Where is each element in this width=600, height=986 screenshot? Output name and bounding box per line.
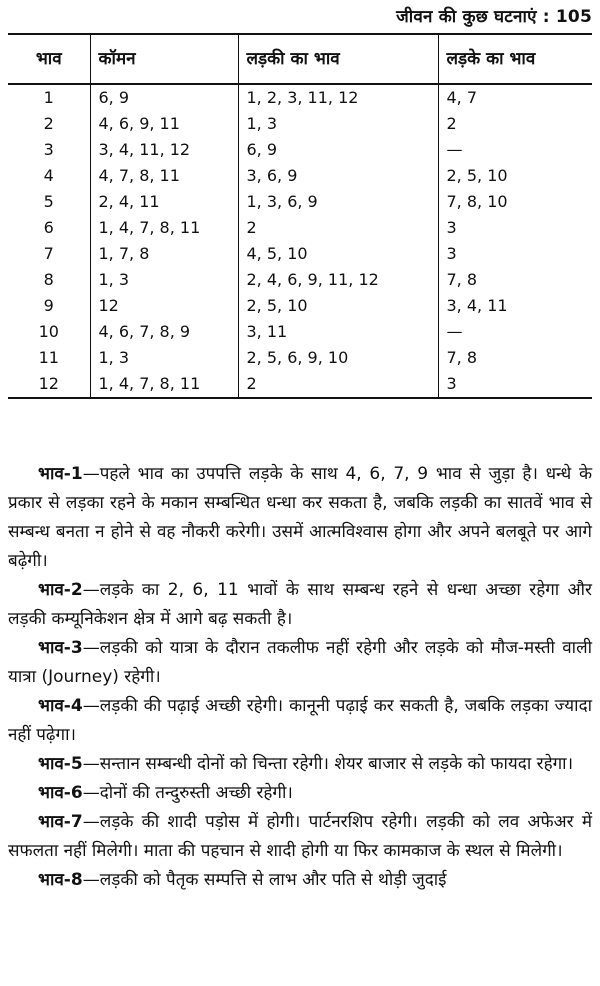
paragraph-label: भाव-6: [38, 783, 83, 803]
paragraph: [8, 779, 592, 808]
paragraph-text: —लड़की को यात्रा के दौरान तकलीफ नहीं रहेगी और लड़के को मौज-मस्ती वाली यात्रा (Journey) रहेगी।: [8, 638, 592, 687]
cell-common: 4, 6, 9, 11: [90, 111, 238, 137]
header-boy-bhav: लड़के का भाव: [438, 35, 592, 84]
cell-boy-bhav: 7, 8: [446, 270, 478, 289]
table-row: [8, 371, 592, 398]
cell-girl-bhav: 3, 6, 9: [238, 163, 438, 189]
cell-common: 1, 4, 7, 8, 11: [90, 215, 238, 241]
cell-common: 1, 3: [90, 345, 238, 371]
table-row: [8, 293, 592, 319]
paragraph-label: भाव-3: [38, 638, 83, 658]
table-row: [8, 267, 592, 293]
cell-boy-bhav: 2: [446, 114, 457, 133]
paragraph-text: —दोनों की तन्दुरुस्ती अच्छी रहेगी।: [82, 783, 293, 803]
table-row: [8, 241, 592, 267]
cell-bhav: 1: [8, 84, 90, 111]
table-row: [8, 84, 592, 111]
cell-girl-bhav: 1, 3: [238, 111, 438, 137]
paragraph-label: भाव-5: [38, 754, 83, 774]
cell-bhav: 11: [8, 345, 90, 371]
paragraph-label: भाव-2: [38, 580, 83, 600]
table-row: [8, 163, 592, 189]
paragraph-text: —पहले भाव का उपपत्ति लड़के के साथ 4, 6, 7, 9 भाव से जुड़ा है। धन्धे के प्रकार से लड़का रहने के मकान सम्बन्धित धन्धा कर सकता है, जबकि लड़की का सातवें भाव से सम्बन्ध बनता न होने से वह नौकरी करेगी। उसमें आत्मविश्वास होगा और अपने बलबूते पर आगे बढ़ेगी।: [8, 464, 592, 571]
paragraph-label: भाव-4: [38, 696, 83, 716]
cell-common: 4, 7, 8, 11: [90, 163, 238, 189]
cell-bhav: 3: [8, 137, 90, 163]
header-common: कॉमन: [90, 35, 238, 84]
table-row: [8, 189, 592, 215]
header-girl-bhav: लड़की का भाव: [238, 35, 438, 84]
cell-bhav: 10: [8, 319, 90, 345]
cell-boy-bhav: 3, 4, 11: [446, 296, 508, 315]
cell-common: 4, 6, 7, 8, 9: [90, 319, 238, 345]
cell-bhav: 5: [8, 189, 90, 215]
table-body: [8, 84, 592, 398]
paragraph: [8, 576, 592, 634]
cell-girl-bhav: 2, 5, 10: [238, 293, 438, 319]
cell-girl-bhav: 2: [238, 371, 438, 398]
cell-bhav: 4: [8, 163, 90, 189]
cell-bhav: 9: [8, 293, 90, 319]
cell-common: 12: [90, 293, 238, 319]
paragraph: [8, 634, 592, 692]
cell-common: 3, 4, 11, 12: [90, 137, 238, 163]
cell-bhav: 2: [8, 111, 90, 137]
cell-boy-bhav: 7, 8, 10: [446, 192, 508, 211]
cell-boy-bhav: 2, 5, 10: [446, 166, 508, 185]
paragraph-text: —लड़की की पढ़ाई अच्छी रहेगी। कानूनी पढ़ाई कर सकती है, जबकि लड़का ज्यादा नहीं पढ़ेगा।: [8, 696, 592, 745]
paragraph-text: —सन्तान सम्बन्धी दोनों को चिन्ता रहेगी। शेयर बाजार से लड़के को फायदा रहेगा।: [82, 754, 574, 774]
cell-bhav: 6: [8, 215, 90, 241]
cell-common: 2, 4, 11: [90, 189, 238, 215]
paragraph-text: —लड़के का 2, 6, 11 भावों के साथ सम्बन्ध रहने से धन्धा अच्छा रहेगा और लड़की कम्यूनिकेशन क्षेत्र में आगे बढ़ सकती है।: [8, 580, 592, 629]
paragraph-text: —लड़की को पैतृक सम्पत्ति से लाभ और पति से थोड़ी जुदाई: [82, 870, 447, 890]
cell-common: 1, 3: [90, 267, 238, 293]
cell-girl-bhav: 2, 4, 6, 9, 11, 12: [238, 267, 438, 293]
cell-boy-bhav: —: [446, 140, 463, 159]
paragraph: [8, 866, 592, 895]
table-row: [8, 345, 592, 371]
cell-girl-bhav: 2: [238, 215, 438, 241]
table-row: [8, 319, 592, 345]
cell-boy-bhav: 3: [438, 371, 592, 398]
paragraph: [8, 460, 592, 576]
cell-common: 6, 9: [90, 84, 238, 111]
body-text: [8, 460, 592, 895]
cell-boy-bhav: —: [446, 322, 463, 341]
cell-girl-bhav: 3, 11: [238, 319, 438, 345]
running-header: जीवन की कुछ घटनाएं : 105: [396, 7, 592, 27]
cell-girl-bhav: 1, 2, 3, 11, 12: [238, 84, 438, 111]
house-table: [8, 35, 592, 399]
cell-boy-bhav: 3: [446, 244, 457, 263]
paragraph: [8, 692, 592, 750]
cell-bhav: 8: [8, 267, 90, 293]
paragraph: [8, 750, 592, 779]
cell-girl-bhav: 1, 3, 6, 9: [238, 189, 438, 215]
paragraph-label: भाव-1: [38, 464, 83, 484]
cell-boy-bhav: 7, 8: [446, 348, 478, 367]
cell-girl-bhav: 6, 9: [238, 137, 438, 163]
cell-girl-bhav: 2, 5, 6, 9, 10: [238, 345, 438, 371]
paragraph: [8, 808, 592, 866]
cell-boy-bhav: 4, 7: [446, 88, 478, 107]
cell-common: 1, 4, 7, 8, 11: [90, 371, 238, 398]
cell-girl-bhav: 4, 5, 10: [238, 241, 438, 267]
cell-bhav: 12: [8, 371, 90, 398]
paragraph-label: भाव-7: [38, 812, 83, 832]
table-header-row: [8, 35, 592, 84]
table-row: [8, 111, 592, 137]
table-row: [8, 137, 592, 163]
table-row: [8, 215, 592, 241]
header-bhav: भाव: [8, 35, 90, 84]
cell-boy-bhav: 3: [446, 218, 457, 237]
cell-common: 1, 7, 8: [90, 241, 238, 267]
paragraph-label: भाव-8: [38, 870, 83, 890]
cell-bhav: 7: [8, 241, 90, 267]
paragraph-text: —लड़के की शादी पड़ोस में होगी। पार्टनरशिप रहेगी। लड़की को लव अफेअर में सफलता नहीं मिलेगी। माता की पहचान से शादी होगी या फिर कामकाज के स्थल से मिलेगी।: [8, 812, 592, 861]
